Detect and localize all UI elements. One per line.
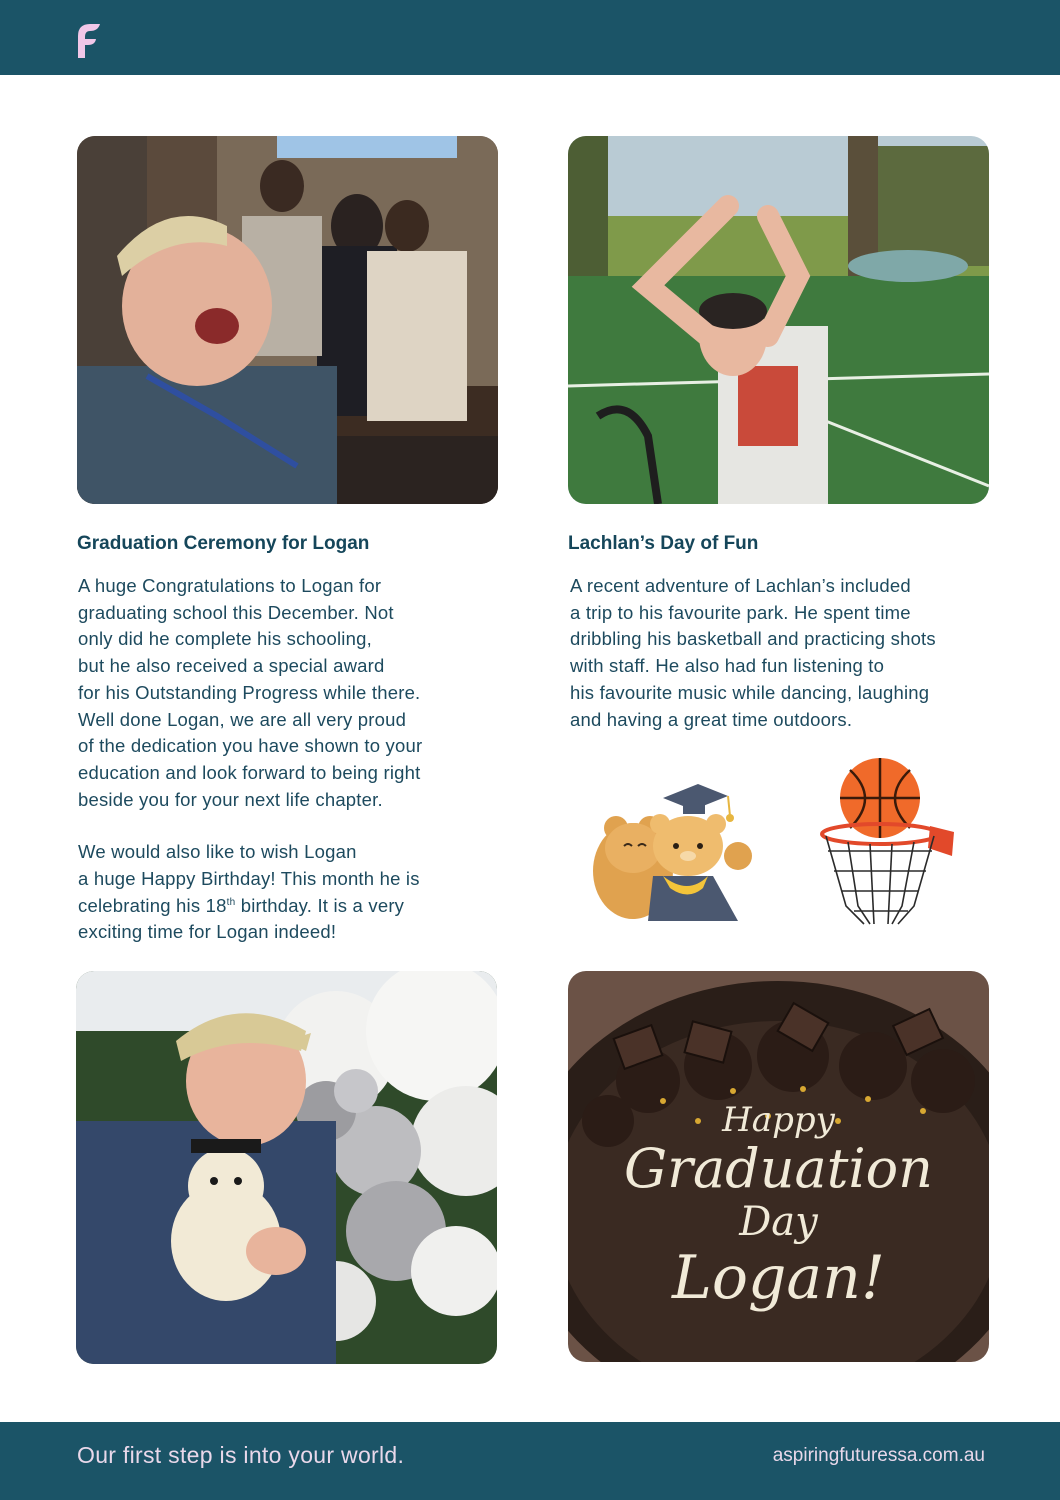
graduation-ceremony-title: Graduation Ceremony for Logan [77,533,370,554]
footer-tagline: Our first step is into your world. [77,1442,405,1468]
cake-text-logan: Logan! [672,1243,885,1313]
page-footer [0,1422,1060,1500]
basketball-hoop-icon [818,756,958,926]
text-line: dribbling his basketball and practicing shots [570,628,936,650]
text-line: exciting time for Logan indeed! [78,921,337,943]
cake-writing [568,1101,989,1311]
lachlan-day-of-fun-title: Lachlan’s Day of Fun [568,533,759,554]
cake-text-graduation: Graduation [624,1137,933,1200]
lachlan-day-of-fun-text [570,573,1000,733]
text-line: graduating school this December. Not [78,601,394,623]
cake-text-day: Day [739,1199,818,1245]
text-line: but he also received a special award [78,655,385,677]
cake-text-happy: Happy [722,1100,835,1140]
text-line: Well done Logan, we are all very proud [78,708,407,730]
text-line: only did he complete his schooling, [78,628,372,650]
aspiring-futures-logo-icon [70,18,104,60]
ordinal-suffix: th [226,896,236,908]
text-line: We would also like to wish Logan [78,841,357,863]
graduation-bears-icon [588,776,758,926]
graduation-cake-photo [568,971,989,1362]
logan-balloons-photo [76,971,497,1364]
logan-celebration-photo [77,136,498,504]
text-line: education and look forward to being right [78,761,421,783]
graduation-ceremony-text [78,573,498,946]
text-line [78,893,498,920]
lachlan-court-photo [568,136,989,504]
text-line: and having a great time outdoors. [570,708,853,730]
text-line: for his Outstanding Progress while there. [78,681,421,703]
text-line: a huge Happy Birthday! This month he is [78,868,420,890]
text-line: with staff. He also had fun listening to [570,655,885,677]
text-line: beside you for your next life chapter. [78,788,383,810]
page-header [0,0,1060,75]
text-line: A recent adventure of Lachlan’s included [570,575,911,596]
text-line: a trip to his favourite park. He spent time [570,601,911,623]
text-line: his favourite music while dancing, laughing [570,681,930,703]
birthday-text-before: celebrating his 18 [78,894,227,916]
birthday-text-after: birthday. It is a very [235,894,405,916]
text-line: A huge Congratulations to Logan for [78,575,382,596]
paragraph-gap [78,813,498,839]
text-line: of the dedication you have shown to your [78,735,423,757]
footer-website-link[interactable]: aspiringfuturessa.com.au [772,1445,985,1466]
